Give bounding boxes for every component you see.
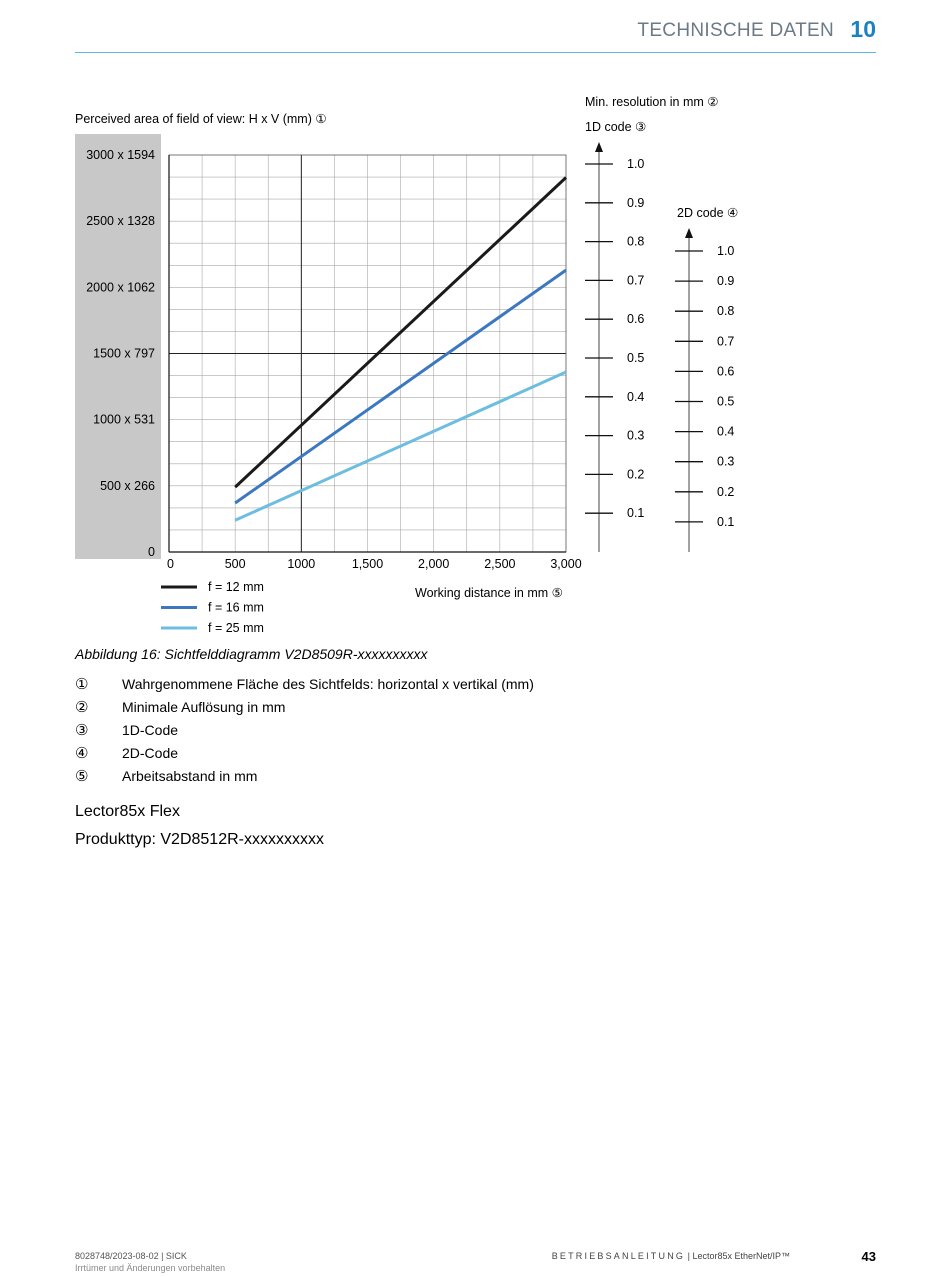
x-tick-label: 2,500 xyxy=(484,557,516,571)
legend-series-label: f = 25 mm xyxy=(208,621,264,635)
legend-item xyxy=(75,741,534,764)
scale-1d-tick-label: 0.3 xyxy=(627,428,645,443)
scale-1d-tick-label: 0.5 xyxy=(627,351,645,365)
scale-2d-title: 2D code ④ xyxy=(677,206,739,220)
scale-2d-arrow-icon xyxy=(685,228,693,238)
y-tick-label: 0 xyxy=(148,545,155,559)
x-tick-label: 500 xyxy=(224,557,246,571)
scale-1d-tick-label: 1.0 xyxy=(627,157,645,171)
legend-marker: ④ xyxy=(75,744,89,762)
x-tick-label: 2,000 xyxy=(418,557,450,571)
scale-2d-tick-label: 0.6 xyxy=(717,364,735,379)
scale-2d-tick-label: 0.1 xyxy=(717,514,735,529)
legend-item xyxy=(75,764,534,787)
x-tick-label: 1000 xyxy=(287,557,316,571)
scale-1d-tick-label: 0.2 xyxy=(627,467,645,482)
footer-doc-type: BETRIEBSANLEITUNG xyxy=(551,1251,686,1261)
scale-2d-tick-label: 0.2 xyxy=(717,484,735,499)
legend-text: Wahrgenommene Fläche des Sichtfelds: horizontal x vertikal (mm) xyxy=(122,675,534,692)
scale-1d-tick-label: 0.9 xyxy=(627,195,645,210)
x-axis-title: Working distance in mm ⑤ xyxy=(415,586,563,600)
legend-series-label: f = 16 mm xyxy=(208,600,264,615)
footer-disclaimer: Irrtümer und Änderungen vorbehalten xyxy=(75,1263,226,1273)
y-tick-label: 1000 x 531 xyxy=(93,412,155,427)
figure-legend-list xyxy=(75,672,534,787)
scale-1d-tick-label: 0.6 xyxy=(627,312,645,327)
y-tick-label: 1500 x 797 xyxy=(93,346,155,361)
legend-item xyxy=(75,695,534,718)
y-axis-title: Perceived area of field of view: H x V (mm) ① xyxy=(75,112,327,126)
legend-text: Minimale Auflösung in mm xyxy=(122,698,286,715)
scale-1d-arrow-icon xyxy=(595,142,603,152)
resolution-title: Min. resolution in mm ② xyxy=(585,95,719,109)
legend-marker: ⑤ xyxy=(75,767,89,785)
footer-product-ref: | Lector85x EtherNet/IP™ xyxy=(685,1251,790,1261)
legend-text: 2D-Code xyxy=(122,744,179,761)
scale-2d-tick-label: 0.4 xyxy=(717,424,735,439)
legend-item xyxy=(75,718,534,741)
scale-2d-tick-label: 0.7 xyxy=(717,334,735,349)
scale-2d-tick-label: 1.0 xyxy=(717,244,735,258)
y-tick-label: 500 x 266 xyxy=(100,478,155,493)
chapter-title: TECHNISCHE DATEN xyxy=(637,20,834,41)
x-tick-label: 1,500 xyxy=(351,557,384,571)
x-tick-label: 0 xyxy=(167,557,174,571)
scale-2d-tick-label: 0.9 xyxy=(717,274,735,289)
legend-text: Arbeitsabstand in mm xyxy=(122,767,258,784)
page-number: 43 xyxy=(861,1249,876,1264)
legend-text: 1D-Code xyxy=(122,721,179,738)
scale-1d-tick-label: 0.4 xyxy=(627,389,645,404)
footer-right xyxy=(552,1251,790,1261)
scale-1d-tick-label: 0.7 xyxy=(627,273,645,288)
y-tick-label: 3000 x 1594 xyxy=(86,148,155,162)
chapter-number: 10 xyxy=(850,16,876,42)
legend-marker: ② xyxy=(75,698,89,716)
x-tick-label: 3,000 xyxy=(550,557,582,571)
figure-caption: Abbildung 16: Sichtfelddiagramm V2D8509R-xxxxxxxxxx xyxy=(75,646,428,662)
scale-2d-tick-label: 0.5 xyxy=(717,394,735,409)
legend-item xyxy=(75,672,534,695)
footer-left xyxy=(75,1250,225,1274)
scale-2d-tick-label: 0.8 xyxy=(717,304,735,319)
y-tick-label: 2000 x 1062 xyxy=(86,280,155,295)
scale-1d-title: 1D code ③ xyxy=(585,120,647,134)
scale-1d-tick-label: 0.8 xyxy=(627,234,645,249)
scale-1d-tick-label: 0.1 xyxy=(627,506,645,521)
legend-marker: ③ xyxy=(75,721,89,739)
legend-marker: ① xyxy=(75,675,89,693)
scale-2d-tick-label: 0.3 xyxy=(717,454,735,469)
product-type: Produkttyp: V2D8512R-xxxxxxxxxx xyxy=(75,831,324,848)
y-tick-label: 2500 x 1328 xyxy=(86,214,155,229)
footer-doc-id: 8028748/2023-08-02 | SICK xyxy=(75,1251,187,1261)
legend-series-label: f = 12 mm xyxy=(208,580,264,594)
product-name: Lector85x Flex xyxy=(75,803,180,820)
